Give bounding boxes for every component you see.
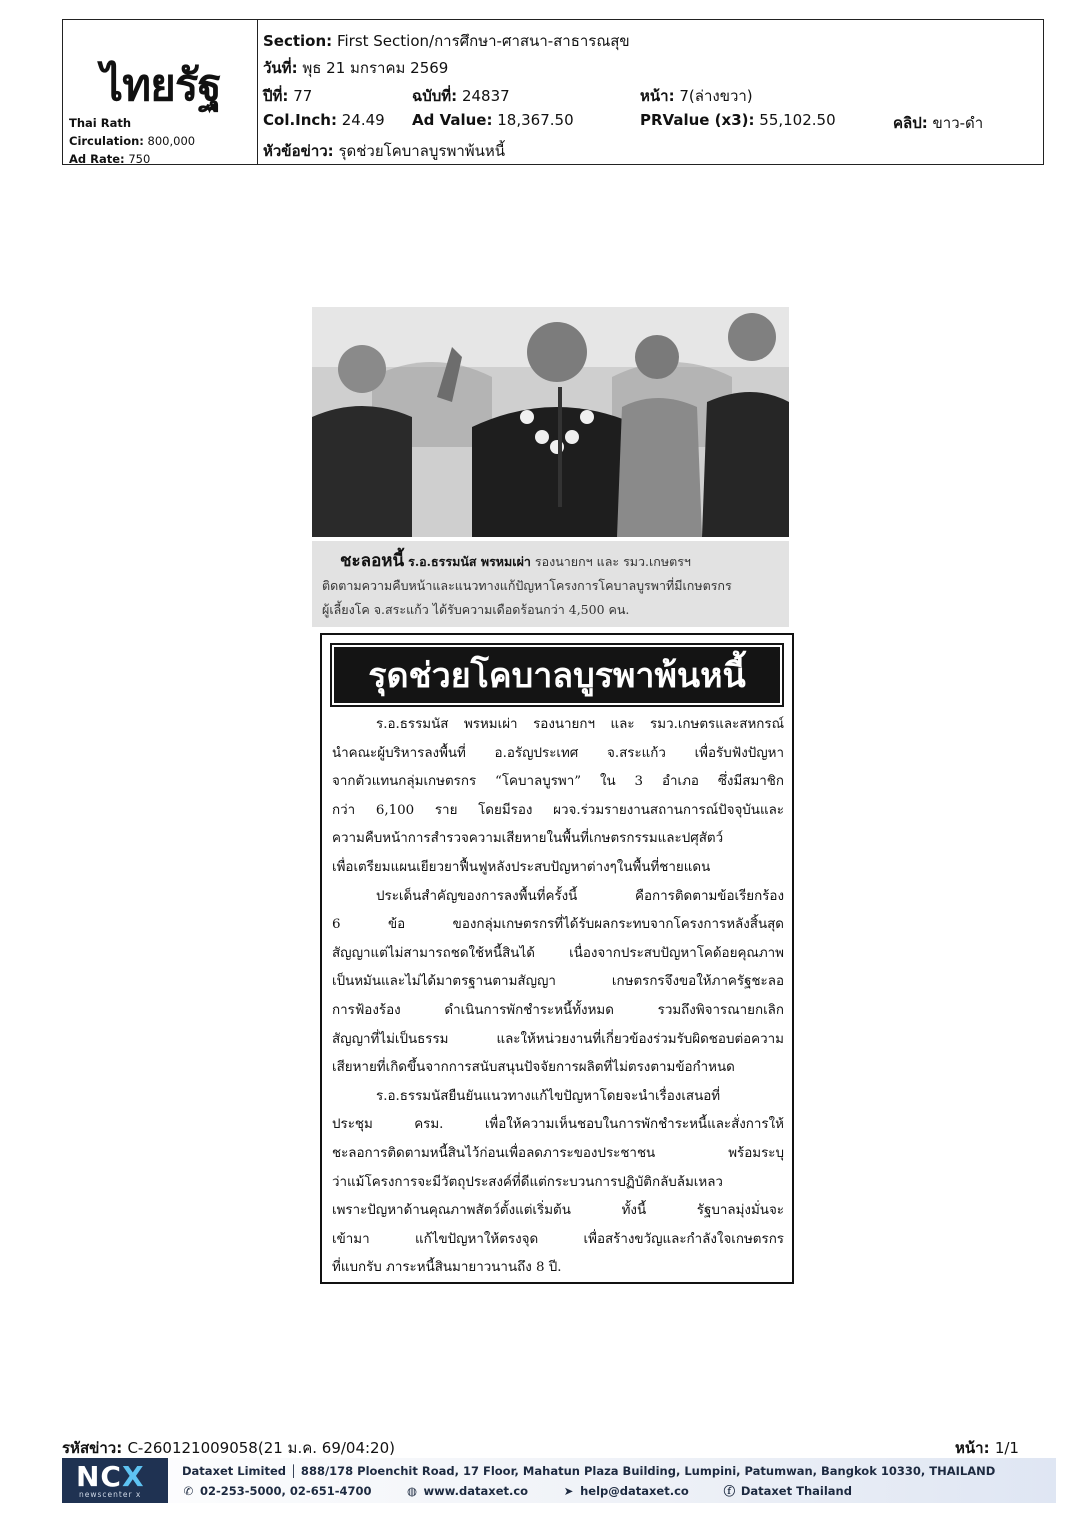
section-field	[263, 29, 630, 53]
year-field	[263, 84, 312, 108]
page-count-value: 1/1	[994, 1439, 1019, 1457]
issue-field	[412, 84, 510, 108]
article-line: กว่า 6,100 ราย โดยมีรอง ผวจ.ร่วมรายงานสถานการณ์ปัจจุบันและ	[332, 802, 784, 818]
footer-bar	[62, 1458, 1056, 1503]
pr-value-label: PRValue (x3):	[640, 111, 755, 129]
page-label: หน้า:	[640, 87, 675, 105]
clipping-header	[62, 19, 1044, 165]
publication-info	[69, 114, 195, 168]
caption-line3: ผู้เลี้ยงโค จ.สระแก้ว ได้รับความเดือดร้อนกว่า 4,500 คน.	[322, 602, 630, 617]
photo-illustration	[312, 307, 789, 537]
article-headline: รุดช่วยโคบาลบูรพาพ้นหนี้	[332, 645, 782, 705]
publication-logo: ไทยรัฐ	[101, 60, 221, 111]
publication-name: Thai Rath	[69, 116, 132, 130]
phone-icon: ✆	[183, 1484, 194, 1498]
clip-field	[893, 111, 983, 135]
email-item[interactable]	[562, 1484, 689, 1498]
clip-value: ขาว-ดำ	[932, 114, 984, 132]
year-label: ปีที่:	[263, 87, 289, 105]
article-line: ร.อ.ธรรมนัสยืนยันแนวทางแก้ไขปัญหาโดยจะนำเรื่องเสนอที่	[376, 1088, 721, 1104]
ncx-x: X	[121, 1460, 145, 1493]
headline-value: รุดช่วยโคบาลบูรพาพ้นหนี้	[338, 142, 506, 160]
article-line: สัญญาแต่ไม่สามารถชดใช้หนี้สินได้ เนื่องจากประสบปัญหาโคด้อยคุณภาพ	[332, 945, 784, 961]
news-article	[320, 633, 794, 1284]
send-icon: ➤	[563, 1484, 574, 1498]
article-line: 6 ข้อ ของกลุ่มเกษตรกรที่ได้รับผลกระทบจากโครงการหลังสิ้นสุด	[332, 917, 784, 933]
colinch-field	[263, 111, 385, 129]
article-line: การฟ้องร้อง ดำเนินการพักชำระหนี้ทั้งหมด รวมถึงพิจารณายกเลิก	[332, 1002, 784, 1018]
circulation-label: Circulation:	[69, 134, 144, 148]
website-item[interactable]	[406, 1484, 529, 1498]
page-count-label: หน้า:	[955, 1439, 990, 1457]
article-line: เพื่อเตรียมแผนเยียวยาฟื้นฟูหลังประสบปัญหาต่างๆในพื้นที่ชายแดน	[332, 859, 711, 875]
article-line: เสียหายที่เกิดขึ้นจากการสนับสนุนปัจจัยการผลิตที่ไม่ตรงตามข้อกำหนด	[332, 1060, 735, 1076]
article-line: ร.อ.ธรรมนัส พรหมเผ่า รองนายกฯ และ รมว.เกษตรและสหกรณ์	[376, 717, 784, 732]
article-line: ชะลอการติดตามหนี้สินไว้ก่อนเพื่อลดภาระของประชาชน พร้อมระบุ	[332, 1145, 784, 1161]
phone-text: 02-253-5000, 02-651-4700	[200, 1484, 372, 1498]
page-field	[640, 84, 753, 108]
colinch-value: 24.49	[341, 111, 385, 129]
headline-label: หัวข้อข่าว:	[263, 142, 334, 160]
photo-caption	[312, 541, 789, 627]
date-label: วันที่:	[263, 59, 298, 77]
section-value: First Section/การศึกษา-ศาสนา-สาธารณสุข	[336, 32, 630, 50]
article-line: ที่แบกรับ ภาระหนี้สินมายาวนานถึง 8 ปี.	[332, 1260, 562, 1276]
ncx-sub: newscenter x	[79, 1490, 142, 1499]
article-line: จากตัวแทนกลุ่มเกษตรกร “โคบาลบูรพา” ใน 3 อำเภอ ซึ่งมีสมาชิก	[332, 774, 784, 790]
caption-line2: ติดตามความคืบหน้าและแนวทางแก้ปัญหาโครงการโคบาลบูรพาที่มีเกษตรกร	[322, 578, 732, 593]
article-line: เป็นหมันและไม่ได้มาตรฐานตามสัญญา เกษตรกรจึงขอให้ภาครัฐชะลอ	[332, 974, 784, 990]
page-count	[955, 1436, 1019, 1460]
facebook-text[interactable]: Dataxet Thailand	[740, 1484, 852, 1498]
article-line: เพราะปัญหาด้านคุณภาพสัตว์ตั้งแต่เริ่มต้น ทั้งนี้ รัฐบาลมุ่งมั่นจะ	[332, 1203, 784, 1219]
article-line: ว่าแม้โครงการจะมีวัตถุประสงค์ที่ดีแต่กระบวนการปฏิบัติกลับล้มเหลว	[332, 1174, 723, 1190]
caption-line1-rest: รองนายกฯ และ รมว.เกษตรฯ	[534, 554, 691, 569]
ncx-main: NC	[76, 1460, 122, 1493]
contact-row	[182, 1483, 882, 1499]
news-photo	[312, 307, 789, 537]
article-line: ประชุม ครม. เพื่อให้ความเห็นชอบในการพักชำระหนี้และสั่งการให้	[332, 1117, 784, 1133]
ncx-logo	[62, 1458, 168, 1503]
phone-item	[182, 1484, 372, 1498]
pr-value-field	[640, 111, 836, 129]
clip-label: คลิป:	[893, 114, 928, 132]
circulation-value: 800,000	[147, 134, 196, 148]
article-line: เข้ามา แก้ไขปัญหาให้ตรงจุด เพื่อสร้างขวัญและกำลังใจเกษตรกร	[332, 1231, 784, 1247]
article-line: ความคืบหน้าการสำรวจความเสียหายในพื้นที่เกษตรกรรมและปศุสัตว์	[332, 831, 724, 847]
email-text[interactable]: help@dataxet.co	[580, 1484, 689, 1498]
headline-field	[263, 139, 505, 163]
year-value: 77	[293, 87, 313, 105]
article-line: ประเด็นสำคัญของการลงพื้นที่ครั้งนี้ คือการติดตามข้อเรียกร้อง	[376, 888, 784, 904]
page-value: 7(ล่างขวา)	[679, 87, 753, 105]
ref-label: รหัสข่าว:	[62, 1439, 123, 1457]
issue-label: ฉบับที่:	[412, 87, 458, 105]
facebook-icon: ⓕ	[723, 1484, 736, 1498]
ad-value-label: Ad Value:	[412, 111, 493, 129]
facebook-item[interactable]	[723, 1483, 852, 1499]
issue-value: 24837	[461, 87, 510, 105]
caption-lead: ชะลอหนี้	[340, 551, 405, 571]
pr-value-value: 55,102.50	[759, 111, 836, 129]
article-line: สัญญาที่ไม่เป็นธรรม และให้หน่วยงานที่เกี่ยวข้องร่วมรับผิดชอบต่อความ	[332, 1031, 784, 1047]
article-line: นำคณะผู้บริหารลงพื้นที่ อ.อรัญประเทศ จ.สระแก้ว เพื่อรับฟังปัญหา	[332, 745, 784, 761]
caption-person: ร.อ.ธรรมนัส พรหมเผ่า	[408, 554, 531, 569]
header-divider	[257, 20, 258, 164]
colinch-label: Col.Inch:	[263, 111, 337, 129]
article-body	[332, 711, 784, 1283]
date-field	[263, 56, 448, 80]
website-text[interactable]: www.dataxet.co	[423, 1484, 529, 1498]
section-label: Section:	[263, 32, 333, 50]
date-value: พุธ 21 มกราคม 2569	[302, 59, 449, 77]
ad-value-field	[412, 111, 574, 129]
ad-rate-value: 750	[128, 152, 151, 166]
ref-value: C-260121009058(21 ม.ค. 69/04:20)	[127, 1439, 395, 1457]
globe-icon: ◍	[406, 1484, 418, 1498]
news-ref	[62, 1436, 395, 1460]
company-address: Dataxet Limited │ 888/178 Ploenchit Road, 17 Floor, Mahatun Plaza Building, Lumpini, Patumwan, Bangkok 10330, THAILAND	[182, 1464, 996, 1478]
ad-rate-label: Ad Rate:	[69, 152, 125, 166]
ad-value-value: 18,367.50	[497, 111, 574, 129]
